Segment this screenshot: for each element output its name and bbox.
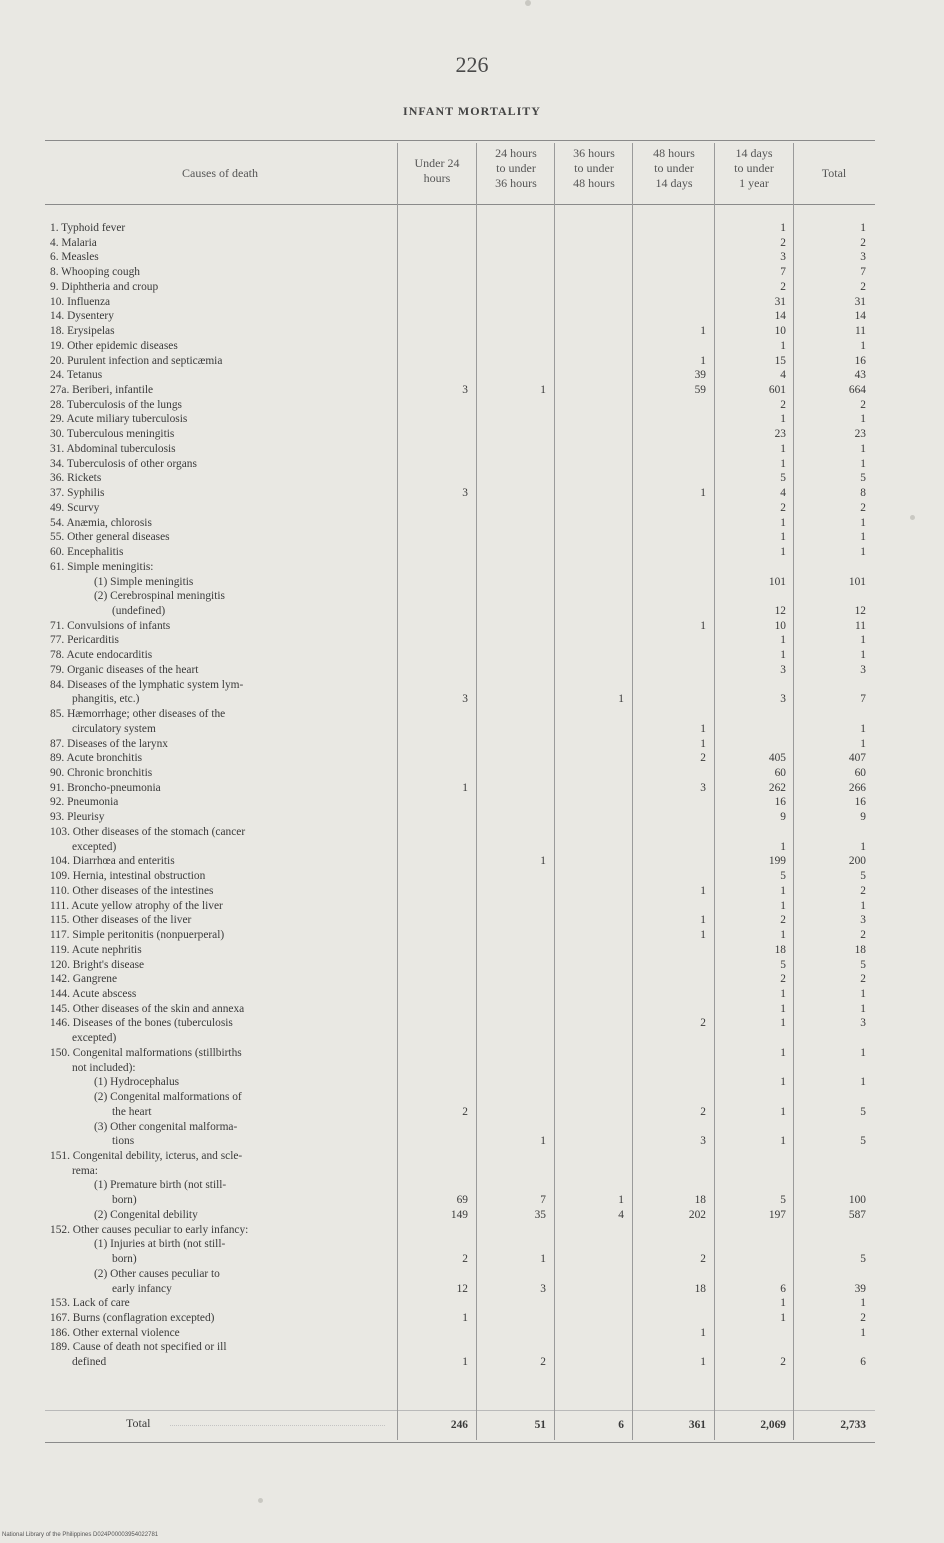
table-cell: 1 [780,457,786,470]
table-cell: 101 [848,575,866,588]
table-row-label: born) [112,1253,137,1266]
table-cell: 39 [854,1282,866,1295]
total-label: Total [126,1416,151,1430]
table-cell: 3 [462,487,468,500]
table-cell: 18 [694,1282,706,1295]
table-cell: 1 [700,1326,706,1339]
column-divider [632,143,633,1440]
table-row-label: circulatory system [72,722,156,735]
table-cell: 7 [780,266,786,279]
table-cell: 18 [774,943,786,956]
total-cell: 2,069 [760,1419,786,1431]
table-cell: 1 [780,1135,786,1148]
header-col6 [796,166,872,181]
table-cell: 7 [540,1194,546,1207]
table-cell: 3 [860,914,866,927]
table-row-label: 54. Anæmia, chlorosis [50,516,152,529]
table-cell: 3 [860,663,866,676]
table-cell: 1 [780,516,786,529]
table-cell: 1 [860,531,866,544]
table-row-label: 150. Congenital malformations (stillbirths [50,1046,242,1059]
table-cell: 1 [780,222,786,234]
table-row-label: phangitis, etc.) [72,693,140,706]
table-cell: 31 [774,295,786,308]
table-cell: 3 [700,1135,706,1148]
table-cell: 3 [462,384,468,397]
header-col5-line: 1 year [739,176,769,190]
table-row-label: 78. Acute endocarditis [50,649,153,662]
table-cell: 1 [780,1105,786,1118]
table-cell: 2 [780,236,786,249]
table-row-label: 117. Simple peritonitis (nonpuerperal) [50,929,225,942]
table-cell: 1 [618,1194,624,1207]
header-col1-line: hours [423,171,451,185]
table-cell: 2 [860,398,866,411]
table-row-label: (2) Congenital debility [94,1208,198,1221]
table-row-label: 186. Other external violence [50,1326,180,1339]
table-cell: 1 [700,737,706,750]
table-row-label: 84. Diseases of the lymphatic system lym- [50,678,244,691]
table-cell: 43 [854,369,866,382]
table-row-label: 60. Encephalitis [50,546,124,559]
table-cell: 18 [694,1194,706,1207]
table-cell: 23 [774,428,786,441]
table-cell: 2 [780,280,786,293]
page-smudge [258,1498,263,1503]
table-row-label: 4. Malaria [50,236,97,249]
table-row-label: 14. Dysentery [50,310,114,323]
table-row-label: 55. Other general diseases [50,531,170,544]
table-cell: 2 [462,1253,468,1266]
total-cell: 51 [534,1419,546,1431]
table-cell: 2 [700,1253,706,1266]
table-cell: 407 [848,752,866,765]
table-cell: 5 [780,958,786,971]
table-cell: 1 [540,384,546,397]
table-cell: 4 [780,369,786,382]
header-col3-line: 48 hours [573,176,615,190]
table-row-label: 71. Convulsions of infants [50,619,171,632]
table-cell: 5 [860,870,866,883]
table-cell: 1 [618,693,624,706]
table-cell: 5 [860,958,866,971]
table-row-label: 49. Scurvy [50,501,100,514]
table-cell: 1 [860,840,866,853]
table-cell: 7 [860,693,866,706]
table-row-label: 146. Diseases of the bones (tuberculosis [50,1017,233,1030]
table-row-label: 1. Typhoid fever [50,222,126,234]
header-col3 [556,146,632,191]
table-cell: 1 [860,1002,866,1015]
table-row-label: 85. Hæmorrhage; other diseases of the [50,708,226,721]
table-cell: 1 [700,619,706,632]
table-cell: 3 [860,251,866,264]
table-cell: 199 [768,855,786,868]
table-cell: 100 [848,1194,866,1207]
table-cell: 14 [774,310,786,323]
table-cell: 1 [780,413,786,426]
header-cause-label: Causes of death [182,166,258,180]
table-cell: 1 [700,722,706,735]
table-row-label: 8. Whooping cough [50,266,140,279]
table-cell: 1 [860,1076,866,1089]
table-cell: 1 [860,722,866,735]
table-row-label: 34. Tuberculosis of other organs [50,457,197,470]
header-col5 [716,146,792,191]
header-col4-line: 48 hours [653,146,695,160]
table-cell: 1 [860,222,866,234]
table-row-label: 111. Acute yellow atrophy of the liver [50,899,223,912]
table-cell: 59 [694,384,706,397]
table-cell: 1 [780,1076,786,1089]
total-cell: 6 [618,1419,624,1431]
table-row-label: 93. Pleurisy [50,811,105,824]
table-cell: 1 [780,929,786,942]
table-cell: 5 [780,870,786,883]
table-cell: 5 [860,472,866,485]
table-row-label: 18. Erysipelas [50,325,115,338]
table-row-label: the heart [112,1105,152,1118]
table-row-label: 120. Bright's disease [50,958,145,971]
table-cell: 39 [694,369,706,382]
table-cell: 2 [860,929,866,942]
table-row-label: 20. Purulent infection and septicæmia [50,354,223,367]
table-row-label: (1) Simple meningitis [94,575,194,588]
table-cell: 31 [854,295,866,308]
table-cell: 8 [860,487,866,500]
table-cell: 1 [860,1046,866,1059]
table-cell: 1 [780,899,786,912]
table-cell: 5 [860,1105,866,1118]
header-col2-line: 36 hours [495,176,537,190]
table-row-label: 142. Gangrene [50,973,118,986]
table-cell: 10 [774,325,786,338]
table-cell: 1 [860,737,866,750]
table-cell: 35 [534,1208,546,1221]
table-cell: 101 [768,575,786,588]
table-cell: 1 [700,1356,706,1369]
table-cell: 1 [540,1135,546,1148]
table-cell: 11 [855,619,866,632]
table-cell: 2 [540,1356,546,1369]
table-cell: 1 [700,914,706,927]
table-cell: 1 [700,325,706,338]
table-cell: 5 [780,472,786,485]
table-cell: 1 [700,929,706,942]
table-cell: 2 [780,914,786,927]
header-col2-line: to under [496,161,536,175]
table-row-label: 10. Influenza [50,295,111,308]
page-smudge [910,515,915,520]
table-cell: 3 [780,663,786,676]
table-cell: 601 [768,384,786,397]
table-row-label: 91. Broncho-pneumonia [50,781,161,794]
table-cell: 1 [780,1017,786,1030]
table-cell: 9 [860,811,866,824]
table-row-label: 6. Measles [50,251,99,264]
table-row-label: 31. Abdominal tuberculosis [50,442,176,455]
table-cell: 1 [700,354,706,367]
table-row-label: 189. Cause of death not specified or ill [50,1341,227,1354]
table-cell: 11 [855,325,866,338]
total-top-rule [45,1410,875,1411]
header-col5-line: to under [734,161,774,175]
table-row-label: (1) Injuries at birth (not still- [94,1238,226,1251]
table-cell: 2 [700,752,706,765]
table-row-label: (2) Other causes peculiar to [94,1267,220,1280]
table-cell: 1 [860,1297,866,1310]
table-row-label: 36. Rickets [50,472,102,485]
table-cell: 1 [860,339,866,352]
table-cell: 2 [780,973,786,986]
table-cell: 202 [688,1208,706,1221]
table-cell: 60 [854,767,866,779]
table-cell: 2 [860,236,866,249]
table-header-rule [45,204,875,205]
table-cell: 262 [768,781,786,794]
table-row-label: (2) Congenital malformations of [94,1091,242,1104]
table-cell: 5 [860,1253,866,1266]
table-row-label: 37. Syphilis [50,487,105,500]
table-cell: 1 [860,516,866,529]
table-cell: 1 [780,634,786,647]
table-cell: 1 [780,1312,786,1325]
table-cell: 1 [860,457,866,470]
table-cell: 14 [854,310,866,323]
header-col3-line: to under [574,161,614,175]
header-col2 [478,146,554,191]
table-cell: 23 [854,428,866,441]
table-row-label: 110. Other diseases of the intestines [50,884,214,897]
table-cell: 1 [462,781,468,794]
table-row-label: (1) Premature birth (not still- [94,1179,227,1192]
table-cell: 9 [780,811,786,824]
page-title: INFANT MORTALITY [403,104,541,118]
header-col2-line: 24 hours [495,146,537,160]
table-cell: 3 [540,1282,546,1295]
table-cell: 12 [774,604,786,617]
table-cell: 5 [780,1194,786,1207]
table-row-label: 19. Other epidemic diseases [50,339,178,352]
table-row-label: 29. Acute miliary tuberculosis [50,413,188,426]
table-cell: 3 [860,1017,866,1030]
table-row-label: tions [112,1135,135,1148]
table-cell: 1 [780,1002,786,1015]
table-row-label: 28. Tuberculosis of the lungs [50,398,182,411]
table-row-label: (2) Cerebrospinal meningitis [94,590,225,603]
page-smudge [525,0,531,6]
table-cell: 200 [848,855,866,868]
table-row-label: 144. Acute abscess [50,987,137,1000]
table-cell: 16 [774,796,786,809]
column-divider [554,143,555,1440]
header-col5-line: 14 days [735,146,773,160]
header-col4 [634,146,714,191]
table-row-label: 61. Simple meningitis: [50,560,154,573]
table-cell: 1 [780,339,786,352]
table-row-label: 87. Diseases of the larynx [50,737,168,750]
table-cell: 2 [700,1105,706,1118]
total-cell: 2,733 [840,1419,866,1431]
table-cell: 1 [860,987,866,1000]
table-row-label: (undefined) [112,604,166,617]
table-cell: 4 [618,1208,624,1221]
table-cell: 664 [848,384,866,397]
table-row-label: 109. Hernia, intestinal obstruction [50,870,206,883]
header-col6-line: Total [821,166,847,180]
table-cell: 3 [780,693,786,706]
table-row-label: 115. Other diseases of the liver [50,914,192,927]
header-col1 [398,156,476,186]
table-cell: 1 [700,487,706,500]
table-row-label: defined [72,1356,107,1369]
table-row-label: 103. Other diseases of the stomach (cancer [50,825,246,838]
table-cell: 1 [780,840,786,853]
table-cell: 1 [780,1297,786,1310]
table-cell: 4 [780,487,786,500]
table-cell: 18 [854,943,866,956]
table-row-label: (3) Other congenital malforma- [94,1120,238,1133]
table-row-label: born) [112,1194,137,1207]
table-cell: 3 [462,693,468,706]
table-cell: 1 [780,531,786,544]
table-cell: 1 [860,442,866,455]
table-cell: 1 [780,546,786,559]
table-cell: 7 [860,266,866,279]
table-cell: 15 [774,354,786,367]
header-col1-line: Under 24 [414,156,460,170]
table-cell: 1 [540,1253,546,1266]
table-top-rule [45,140,875,141]
table-cell: 1 [860,413,866,426]
table-cell: 1 [780,442,786,455]
table-row-label: excepted) [72,840,117,853]
table-cell: 197 [768,1208,786,1221]
footer-credit: National Library of the Philippines D024P00003954022781 [2,1532,159,1538]
table-cell: 2 [860,884,866,897]
table-cell: 16 [854,354,866,367]
table-cell: 2 [780,398,786,411]
column-divider [714,143,715,1440]
table-cell: 1 [462,1356,468,1369]
table-cell: 1 [462,1312,468,1325]
table-row-label: 145. Other diseases of the skin and annexa [50,1002,245,1015]
table-cell: 16 [854,796,866,809]
table-cell: 10 [774,619,786,632]
header-col4-line: 14 days [655,176,693,190]
table-cell: 12 [456,1282,468,1295]
column-divider [476,143,477,1440]
table-cell: 60 [774,767,786,779]
table-row-label: 152. Other causes peculiar to early infancy: [50,1223,249,1236]
header-col4-line: to under [654,161,694,175]
table-row-label: 104. Diarrhœa and enteritis [50,855,175,868]
table-cell: 1 [860,634,866,647]
table-cell: 1 [780,649,786,662]
table-cell: 2 [462,1105,468,1118]
table-cell: 2 [780,1356,786,1369]
table-cell: 69 [456,1194,468,1207]
table-cell: 1 [860,899,866,912]
table-row-label: 167. Burns (conflagration excepted) [50,1312,215,1325]
table-row-label: 89. Acute bronchitis [50,752,143,765]
table-cell: 12 [854,604,866,617]
table-cell: 1 [700,884,706,897]
table-cell: 2 [700,1017,706,1030]
table-row-label: early infancy [112,1282,172,1295]
total-cell: 246 [450,1419,468,1431]
table-cell: 1 [780,884,786,897]
table-row-label: 119. Acute nephritis [50,943,142,956]
table-row-label: 77. Pericarditis [50,634,119,647]
total-cell: 361 [688,1419,706,1431]
table-cell: 1 [860,1326,866,1339]
header-col3-line: 36 hours [573,146,615,160]
table-cell: 266 [848,781,866,794]
table-cell: 1 [780,987,786,1000]
table-row-label: 90. Chronic bronchitis [50,767,153,779]
table-row-label: 79. Organic diseases of the heart [50,663,199,676]
table-row-label: excepted) [72,1032,117,1045]
column-divider [397,143,398,1440]
table-bottom-rule [45,1442,875,1443]
table-row-label: 151. Congenital debility, icterus, and scle- [50,1149,243,1162]
table-cell: 1 [860,649,866,662]
table-row-label: not included): [72,1061,136,1074]
table-row-label: (1) Hydrocephalus [94,1076,180,1089]
table-row-label: 92. Pneumonia [50,796,119,809]
table-cell: 2 [860,973,866,986]
table-row-label: 27a. Beriberi, infantile [50,384,154,397]
table-cell: 1 [540,855,546,868]
table-row-label: 9. Diphtheria and croup [50,280,159,293]
table-row-label: rema: [72,1164,98,1177]
table-row-label: 30. Tuberculous meningitis [50,428,175,441]
table-cell: 405 [768,752,786,765]
table-cell: 3 [780,251,786,264]
table-cell: 2 [860,1312,866,1325]
table-cell: 2 [860,501,866,514]
page-number: 226 [455,52,489,77]
table-cell: 587 [848,1208,866,1221]
table-cell: 2 [780,501,786,514]
table-cell: 6 [780,1282,786,1295]
column-divider [793,143,794,1440]
total-leader-dots [170,1425,385,1426]
table-cell: 6 [860,1356,866,1369]
table-cell: 3 [700,781,706,794]
header-cause [140,166,300,181]
table-cell: 149 [450,1208,468,1221]
table-cell: 5 [860,1135,866,1148]
table-cell: 1 [780,1046,786,1059]
table-row-label: 24. Tetanus [50,369,103,382]
table-cell: 1 [860,546,866,559]
table-cell: 2 [860,280,866,293]
table-row-label: 153. Lack of care [50,1297,130,1310]
